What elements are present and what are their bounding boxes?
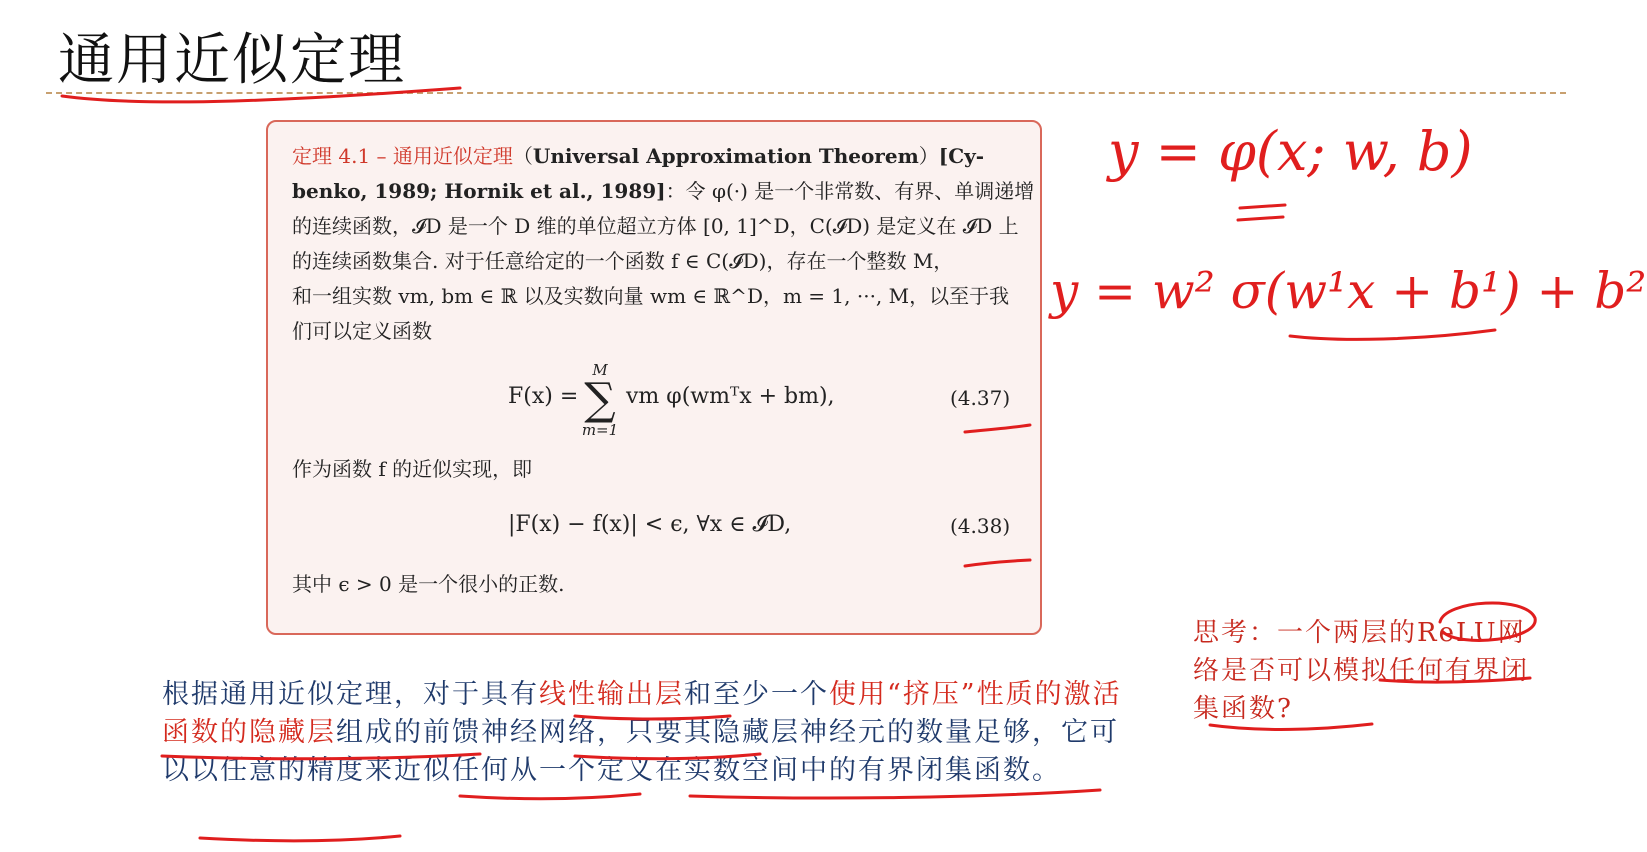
summary-underline-6 xyxy=(200,836,400,841)
sigma-underline-stroke xyxy=(1290,330,1495,339)
theorem-name-close: ） xyxy=(918,144,939,168)
summary-underline-5 xyxy=(690,790,1100,798)
summary-text-1: 根据通用近似定理，对于具有 xyxy=(162,679,539,710)
summary-text-2: 和至少一个 xyxy=(684,679,829,710)
theorem-line-2-text: ：令 φ(·) 是一个非常数、有界、单调递增 xyxy=(665,179,1035,203)
equation-437-number: (4.37) xyxy=(950,386,1011,410)
summary-highlight-1: 线性输出层 xyxy=(539,679,684,710)
summary-paragraph xyxy=(162,676,1122,790)
theorem-line-6: 们可以定义函数 xyxy=(292,319,432,343)
summary-highlight-2: 使用“挤压”性质的激活函数的隐藏层 xyxy=(162,679,1122,748)
theorem-line-3: 的连续函数，𝓘D 是一个 D 维的单位超立方体 [0, 1]^D，C(𝓘D) 是定义在 𝓘D 上 xyxy=(292,214,1019,238)
phi-double-underline-stroke xyxy=(1238,205,1285,220)
theorem-line-5: 和一组实数 vm, bm ∈ ℝ 以及实数向量 wm ∈ ℝ^D，m = 1, ···, M，以至于我 xyxy=(292,284,1010,308)
sum-lower-limit: m=1 xyxy=(581,421,619,439)
theorem-citation-part1: [Cy- xyxy=(938,144,985,168)
equation-437-rhs: vm φ(wmᵀx + bm), xyxy=(626,384,835,409)
title-divider xyxy=(46,92,1566,94)
theorem-name-en: Universal Approximation Theorem xyxy=(532,144,919,168)
theorem-citation-part2: benko, 1989; Hornik et al., 1989] xyxy=(292,179,666,203)
handwritten-equation-a: y = φ(x; w, b) xyxy=(1108,120,1473,183)
theorem-line-7: 作为函数 f 的近似实现，即 xyxy=(292,457,533,481)
handwritten-equation-b: y = w² σ(w¹x + b¹) + b² xyxy=(1050,262,1647,320)
theorem-name-open: （ xyxy=(512,144,533,168)
sum-upper-limit: M xyxy=(592,361,608,379)
theorem-line-4: 的连续函数集合. 对于任意给定的一个函数 f ∈ C(𝓘D)，存在一个整数 M， xyxy=(292,249,954,273)
equation-438-number: (4.38) xyxy=(950,514,1011,538)
equation-438: |F(x) − f(x)| < ϵ, ∀x ∈ 𝓘D, xyxy=(508,512,792,537)
theorem-line-2 xyxy=(292,177,1034,205)
equation-437-lhs: F(x) = xyxy=(508,384,579,409)
slide-title: 通用近似定理 xyxy=(58,28,406,93)
theorem-box xyxy=(266,120,1042,635)
theorem-heading xyxy=(292,142,984,170)
summation xyxy=(580,362,620,438)
sigma-icon: ∑ xyxy=(584,374,616,425)
summary-underline-4 xyxy=(460,794,640,799)
summary-text-3: 组成的前馈神经网络，只要其隐藏层神经元的数量足够，它可以以任意的精度来近似任何从一个定义在实数空间中的有界闭集函数。 xyxy=(162,717,1119,786)
theorem-label: 定理 4.1 – 通用近似定理 xyxy=(292,144,513,168)
theorem-line-8: 其中 ϵ > 0 是一个很小的正数. xyxy=(292,572,565,596)
think-question: 思考：一个两层的ReLU网络是否可以模拟任何有界闭集函数? xyxy=(1193,618,1530,724)
